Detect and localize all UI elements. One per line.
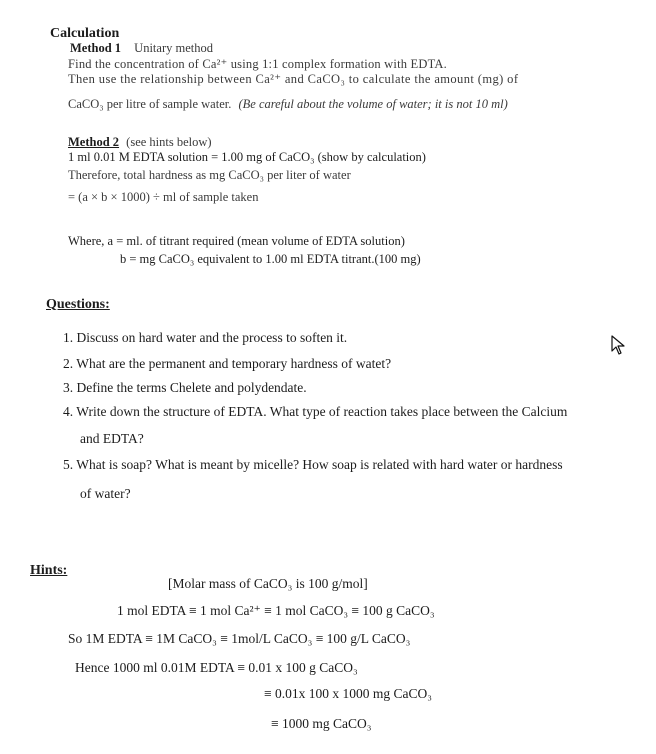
method2-subtitle: (see hints below) xyxy=(126,135,212,149)
method2-line-3: = (a × b × 1000) ÷ ml of sample taken xyxy=(68,190,259,204)
method1-line-1: Find the concentration of Ca²⁺ using 1:1 complex formation with EDTA. xyxy=(68,57,447,71)
hint-hence-line: Hence 1000 ml 0.01M EDTA ≡ 0.01 x 100 g CaCO₃ xyxy=(75,660,358,675)
where-a-line: Where, a = ml. of titrant required (mean volume of EDTA solution) xyxy=(68,234,405,248)
method2-line-2: Therefore, total hardness as mg CaCO₃ per liter of water xyxy=(68,168,351,182)
method2-title: Method 2 xyxy=(68,135,120,149)
where-b-line: b = mg CaCO₃ equivalent to 1.00 ml EDTA titrant.(100 mg) xyxy=(120,252,421,266)
hint-mol-equivalence: 1 mol EDTA ≡ 1 mol Ca²⁺ ≡ 1 mol CaCO₃ ≡ 100 g CaCO₃ xyxy=(117,603,435,618)
question-4: 4. Write down the structure of EDTA. What type of reaction takes place between the Calcium xyxy=(63,404,568,419)
method1-title: Method 1 xyxy=(70,41,122,55)
method2-header xyxy=(68,136,212,149)
question-1: 1. Discuss on hard water and the process to soften it. xyxy=(63,330,348,345)
hint-molar-equivalence: So 1M EDTA ≡ 1M CaCO₃ ≡ 1mol/L CaCO₃ ≡ 100 g/L CaCO₃ xyxy=(68,631,411,646)
method1-volume-note: (Be careful about the volume of water; it is not 10 ml) xyxy=(238,97,508,111)
question-5-continued: of water? xyxy=(80,486,131,501)
method1-line-3-text: CaCO₃ per litre of sample water. xyxy=(68,97,232,111)
question-2: 2. What are the permanent and temporary hardness of watet? xyxy=(63,356,392,371)
hint-step-2: ≡ 1000 mg CaCO₃ xyxy=(271,716,372,731)
calculation-title: Calculation xyxy=(50,26,120,41)
question-3: 3. Define the terms Chelete and polydendate. xyxy=(63,380,307,395)
method1-line-2: Then use the relationship between Ca²⁺ and CaCO₃ to calculate the amount (mg) of xyxy=(68,72,519,86)
hint-step-1: ≡ 0.01x 100 x 1000 mg CaCO₃ xyxy=(264,686,432,701)
mouse-pointer-icon xyxy=(610,335,626,355)
method2-line-1: 1 ml 0.01 M EDTA solution = 1.00 mg of CaCO₃ (show by calculation) xyxy=(68,150,426,164)
hints-title: Hints: xyxy=(30,563,68,578)
method1-subtitle: Unitary method xyxy=(134,41,213,55)
question-5: 5. What is soap? What is meant by micelle? How soap is related with hard water or hardness xyxy=(63,457,563,472)
hint-molar-mass: [Molar mass of CaCO₃ is 100 g/mol] xyxy=(168,576,368,591)
method1-line-3 xyxy=(68,98,508,111)
method1-header xyxy=(70,42,213,55)
questions-title: Questions: xyxy=(46,297,110,312)
question-4-continued: and EDTA? xyxy=(80,431,144,446)
